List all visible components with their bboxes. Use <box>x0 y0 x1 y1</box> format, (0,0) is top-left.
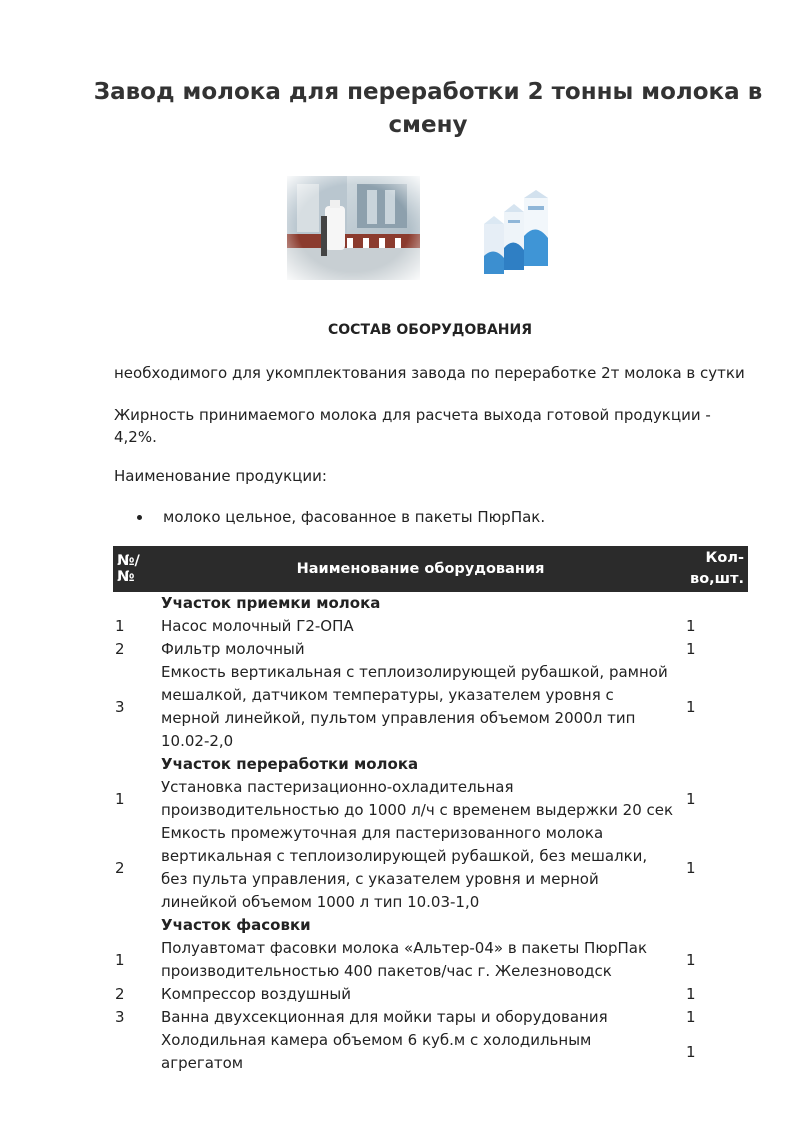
equipment-name: Ванна двухсекционная для мойки тары и оборудования <box>161 1008 608 1026</box>
equipment-name: Участок переработки молока <box>161 755 419 773</box>
table-row <box>113 1006 748 1029</box>
products-label: Наименование продукции: <box>114 467 327 485</box>
section-row <box>113 914 748 937</box>
table-row <box>113 776 748 822</box>
row-number: 1 <box>115 950 125 969</box>
table-row <box>113 638 748 661</box>
equipment-name: Емкость промежуточная для пастеризованного молока вертикальная с теплоизолирующей рубашкой, без мешалки, без пульта управления, с указателем уровня и мерной линейкой объемом 1000 л тип 10.03-1,0 <box>161 824 648 911</box>
row-quantity: 1 <box>686 1042 696 1061</box>
equipment-name: Фильтр молочный <box>161 640 305 658</box>
table-row <box>113 615 748 638</box>
row-number: 3 <box>115 1008 125 1026</box>
milk-packages-photo <box>480 186 552 282</box>
table-header-row <box>113 546 748 592</box>
equipment-name: Участок фасовки <box>161 916 311 934</box>
table-row <box>113 822 748 914</box>
section-heading: СОСТАВ ОБОРУДОВАНИЯ <box>328 322 532 338</box>
equipment-name: Компрессор воздушный <box>161 985 352 1003</box>
row-quantity: 1 <box>686 617 696 635</box>
header-num: №/№ <box>113 546 161 592</box>
equipment-name: Холодильная камера объемом 6 куб.м с холодильным агрегатом <box>161 1031 592 1072</box>
row-number <box>113 914 161 937</box>
milk-line-photo <box>287 176 420 280</box>
equipment-name: Установка пастеризационно-охладительная производительностью до 1000 л/ч с временем выдержки 20 сек <box>161 778 674 819</box>
table-row <box>113 661 748 753</box>
table-row <box>113 937 748 983</box>
row-quantity <box>680 914 748 937</box>
fat-content-text: Жирность принимаемого молока для расчета выхода готовой продукции - 4,2%. <box>114 406 711 446</box>
table-row <box>113 983 748 1006</box>
row-number: 1 <box>115 789 125 808</box>
row-quantity: 1 <box>686 1008 696 1026</box>
product-item: молоко цельное, фасованное в пакеты ПюрПак. <box>163 508 546 526</box>
row-quantity: 1 <box>686 950 696 969</box>
section-row <box>113 753 748 776</box>
equipment-name: Полуавтомат фасовки молока «Альтер-04» в пакеты ПюрПак производительностью 400 пакетов/час г. Железноводск <box>161 939 648 980</box>
row-number: 2 <box>115 640 125 658</box>
table-body <box>113 592 748 1075</box>
intro-text: необходимого для укомплектования завода по переработке 2т молока в сутки <box>114 364 745 382</box>
row-quantity: 1 <box>686 640 696 658</box>
row-quantity: 1 <box>686 985 696 1003</box>
row-quantity <box>680 753 748 776</box>
equipment-table <box>113 546 748 1075</box>
row-number <box>113 592 161 615</box>
header-qty: Кол-во,шт. <box>680 546 748 592</box>
section-row <box>113 592 748 615</box>
table-row <box>113 1029 748 1075</box>
bullet-icon <box>137 515 142 520</box>
equipment-name: Насос молочный Г2-ОПА <box>161 617 354 635</box>
row-number: 2 <box>115 985 125 1003</box>
row-quantity: 1 <box>686 697 696 716</box>
row-number: 3 <box>115 697 125 716</box>
row-number <box>113 1029 161 1075</box>
row-quantity: 1 <box>686 789 696 808</box>
page-title: Завод молока для переработки 2 тонны молока в смену <box>93 79 763 138</box>
row-number <box>113 753 161 776</box>
row-quantity <box>680 592 748 615</box>
equipment-name: Участок приемки молока <box>161 594 381 612</box>
header-name: Наименование оборудования <box>161 546 680 592</box>
row-number: 1 <box>115 617 125 635</box>
row-number: 2 <box>115 858 125 877</box>
equipment-name: Емкость вертикальная с теплоизолирующей рубашкой, рамной мешалкой, датчиком температуры, указателем уровня с мерной линейкой, пультом управления объемом 2000л тип 10.02-2,0 <box>161 663 668 750</box>
row-quantity: 1 <box>686 858 696 877</box>
